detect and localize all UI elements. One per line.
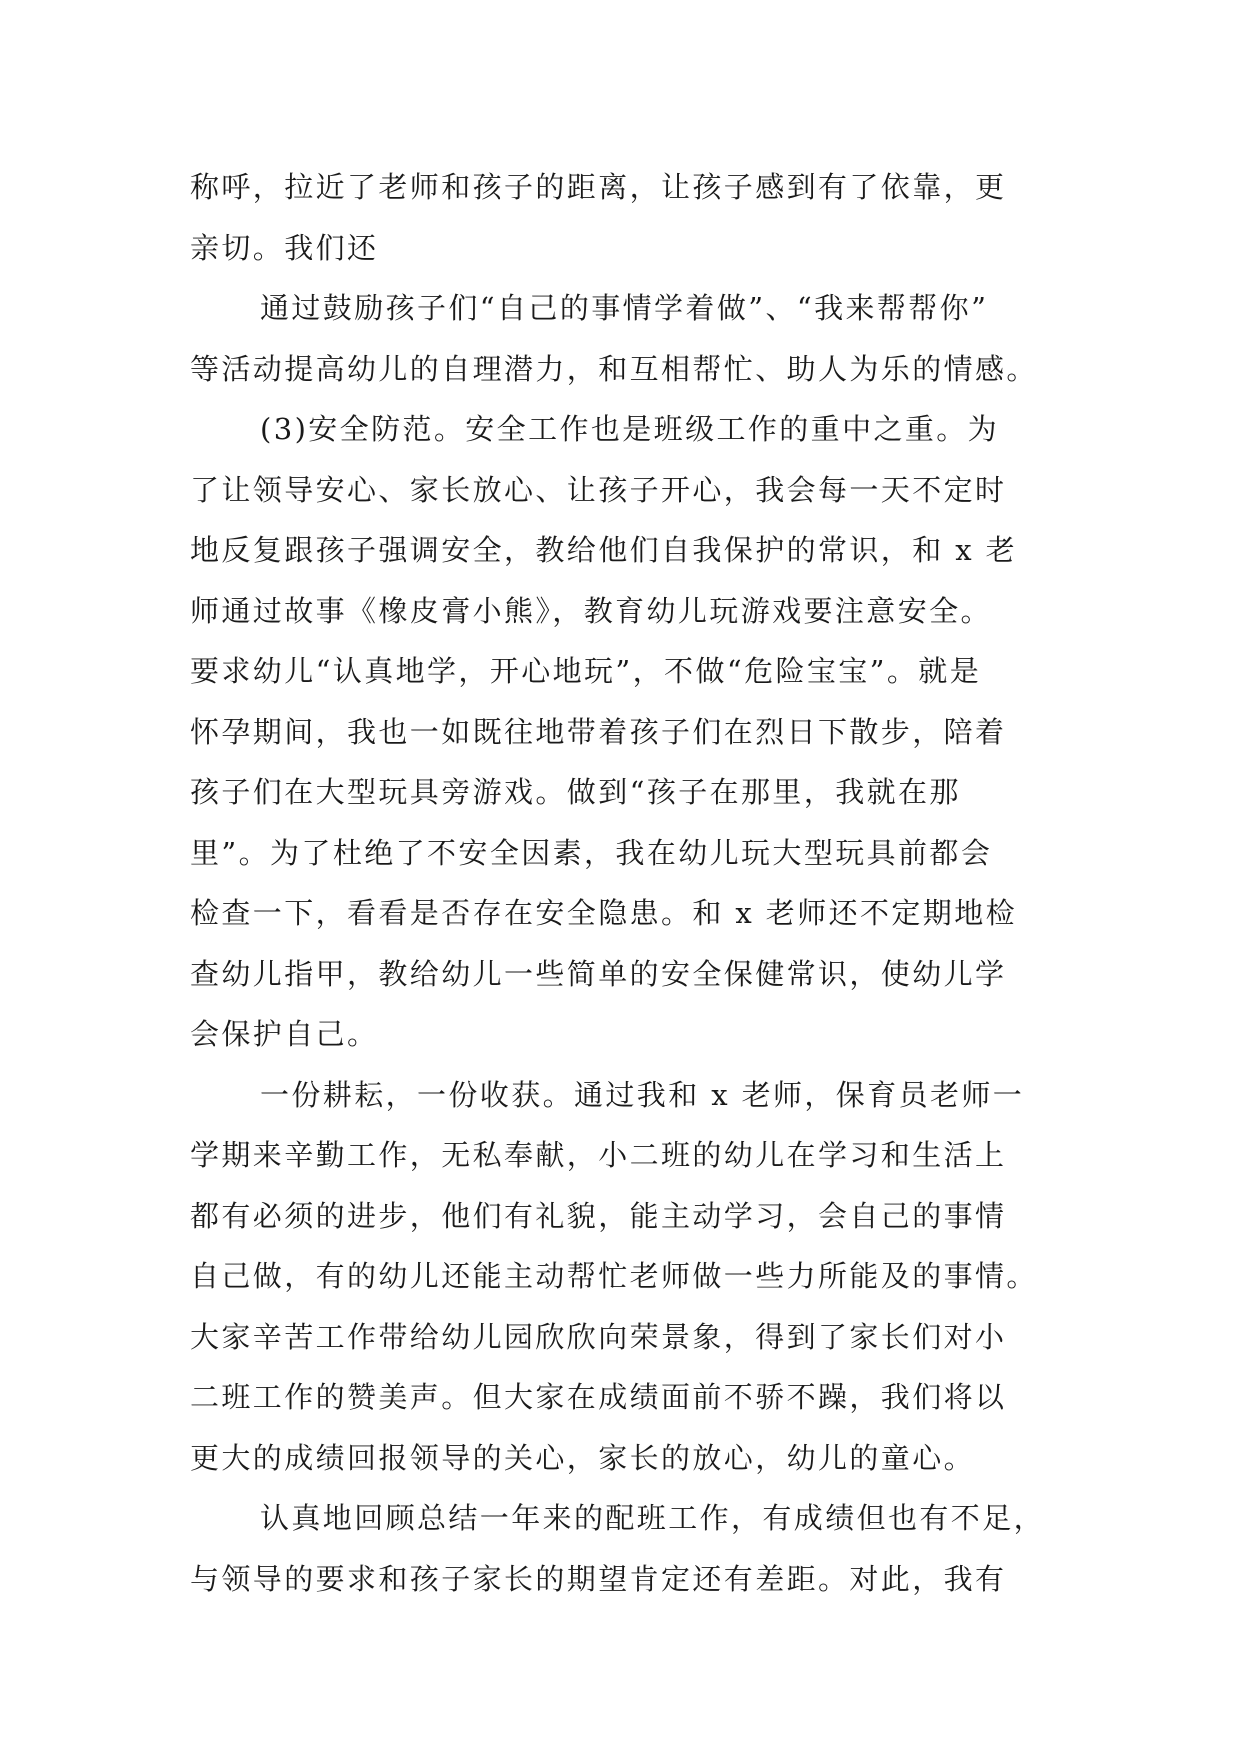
text-line: 孩子们在大型玩具旁游戏。做到“孩子在那里，我就在那: [190, 775, 961, 809]
text-line: 了让领导安心、家长放心、让孩子开心，我会每一天不定时: [190, 472, 1007, 507]
text-line: 要求幼儿“认真地学，开心地玩”，不做“危险宝宝”。就是: [190, 654, 982, 688]
text-line: 会保护自己。: [190, 1017, 379, 1051]
text-line: 通过鼓励孩子们“自己的事情学着做”、“我来帮帮你”: [260, 291, 989, 325]
text-line: 亲切。我们还: [190, 230, 379, 265]
text-line: 师通过故事《橡皮膏小熊》，教育幼儿玩游戏要注意安全。: [190, 593, 992, 628]
text-line: 等活动提高幼儿的自理潜力，和互相帮忙、助人为乐的情感。: [190, 351, 1038, 386]
text-line: 都有必须的进步，他们有礼貌，能主动学习，会自己的事情: [190, 1198, 1007, 1233]
text-line: 地反复跟孩子强调安全，教给他们自我保护的常识，和 x 老: [190, 533, 1017, 567]
text-line: 里”。为了杜绝了不安全因素，我在幼儿玩大型玩具前都会: [190, 835, 993, 870]
text-line: 认真地回顾总结一年来的配班工作，有成绩但也有不足，: [260, 1501, 1046, 1535]
text-line: 与领导的要求和孩子家长的期望肯定还有差距。对此，我有: [190, 1561, 1007, 1596]
document-body: [190, 157, 1050, 1609]
text-line: 学期来辛勤工作，无私奉献，小二班的幼儿在学习和生活上: [190, 1138, 1007, 1172]
text-line: 称呼，拉近了老师和孩子的距离，让孩子感到有了依靠，更: [190, 170, 1007, 204]
text-line: 一份耕耘，一份收获。通过我和 x 老师，保育员老师一: [260, 1077, 1025, 1112]
text-line: 怀孕期间，我也一如既往地带着孩子们在烈日下散步，陪着: [190, 714, 1007, 749]
text-line: 大家辛苦工作带给幼儿园欣欣向荣景象，得到了家长们对小: [190, 1319, 1007, 1354]
text-line: 检查一下，看看是否存在安全隐患。和 x 老师还不定期地检: [190, 896, 1017, 930]
text-line: 二班工作的赞美声。但大家在成绩面前不骄不躁，我们将以: [190, 1380, 1007, 1414]
text-line: (3)安全防范。安全工作也是班级工作的重中之重。为: [260, 412, 1000, 446]
text-line: 自己做，有的幼儿还能主动帮忙老师做一些力所能及的事情。: [190, 1259, 1038, 1293]
text-line: 查幼儿指甲，教给幼儿一些简单的安全保健常识，使幼儿学: [190, 956, 1007, 991]
text-line: 更大的成绩回报领导的关心，家长的放心，幼儿的童心。: [190, 1440, 976, 1475]
